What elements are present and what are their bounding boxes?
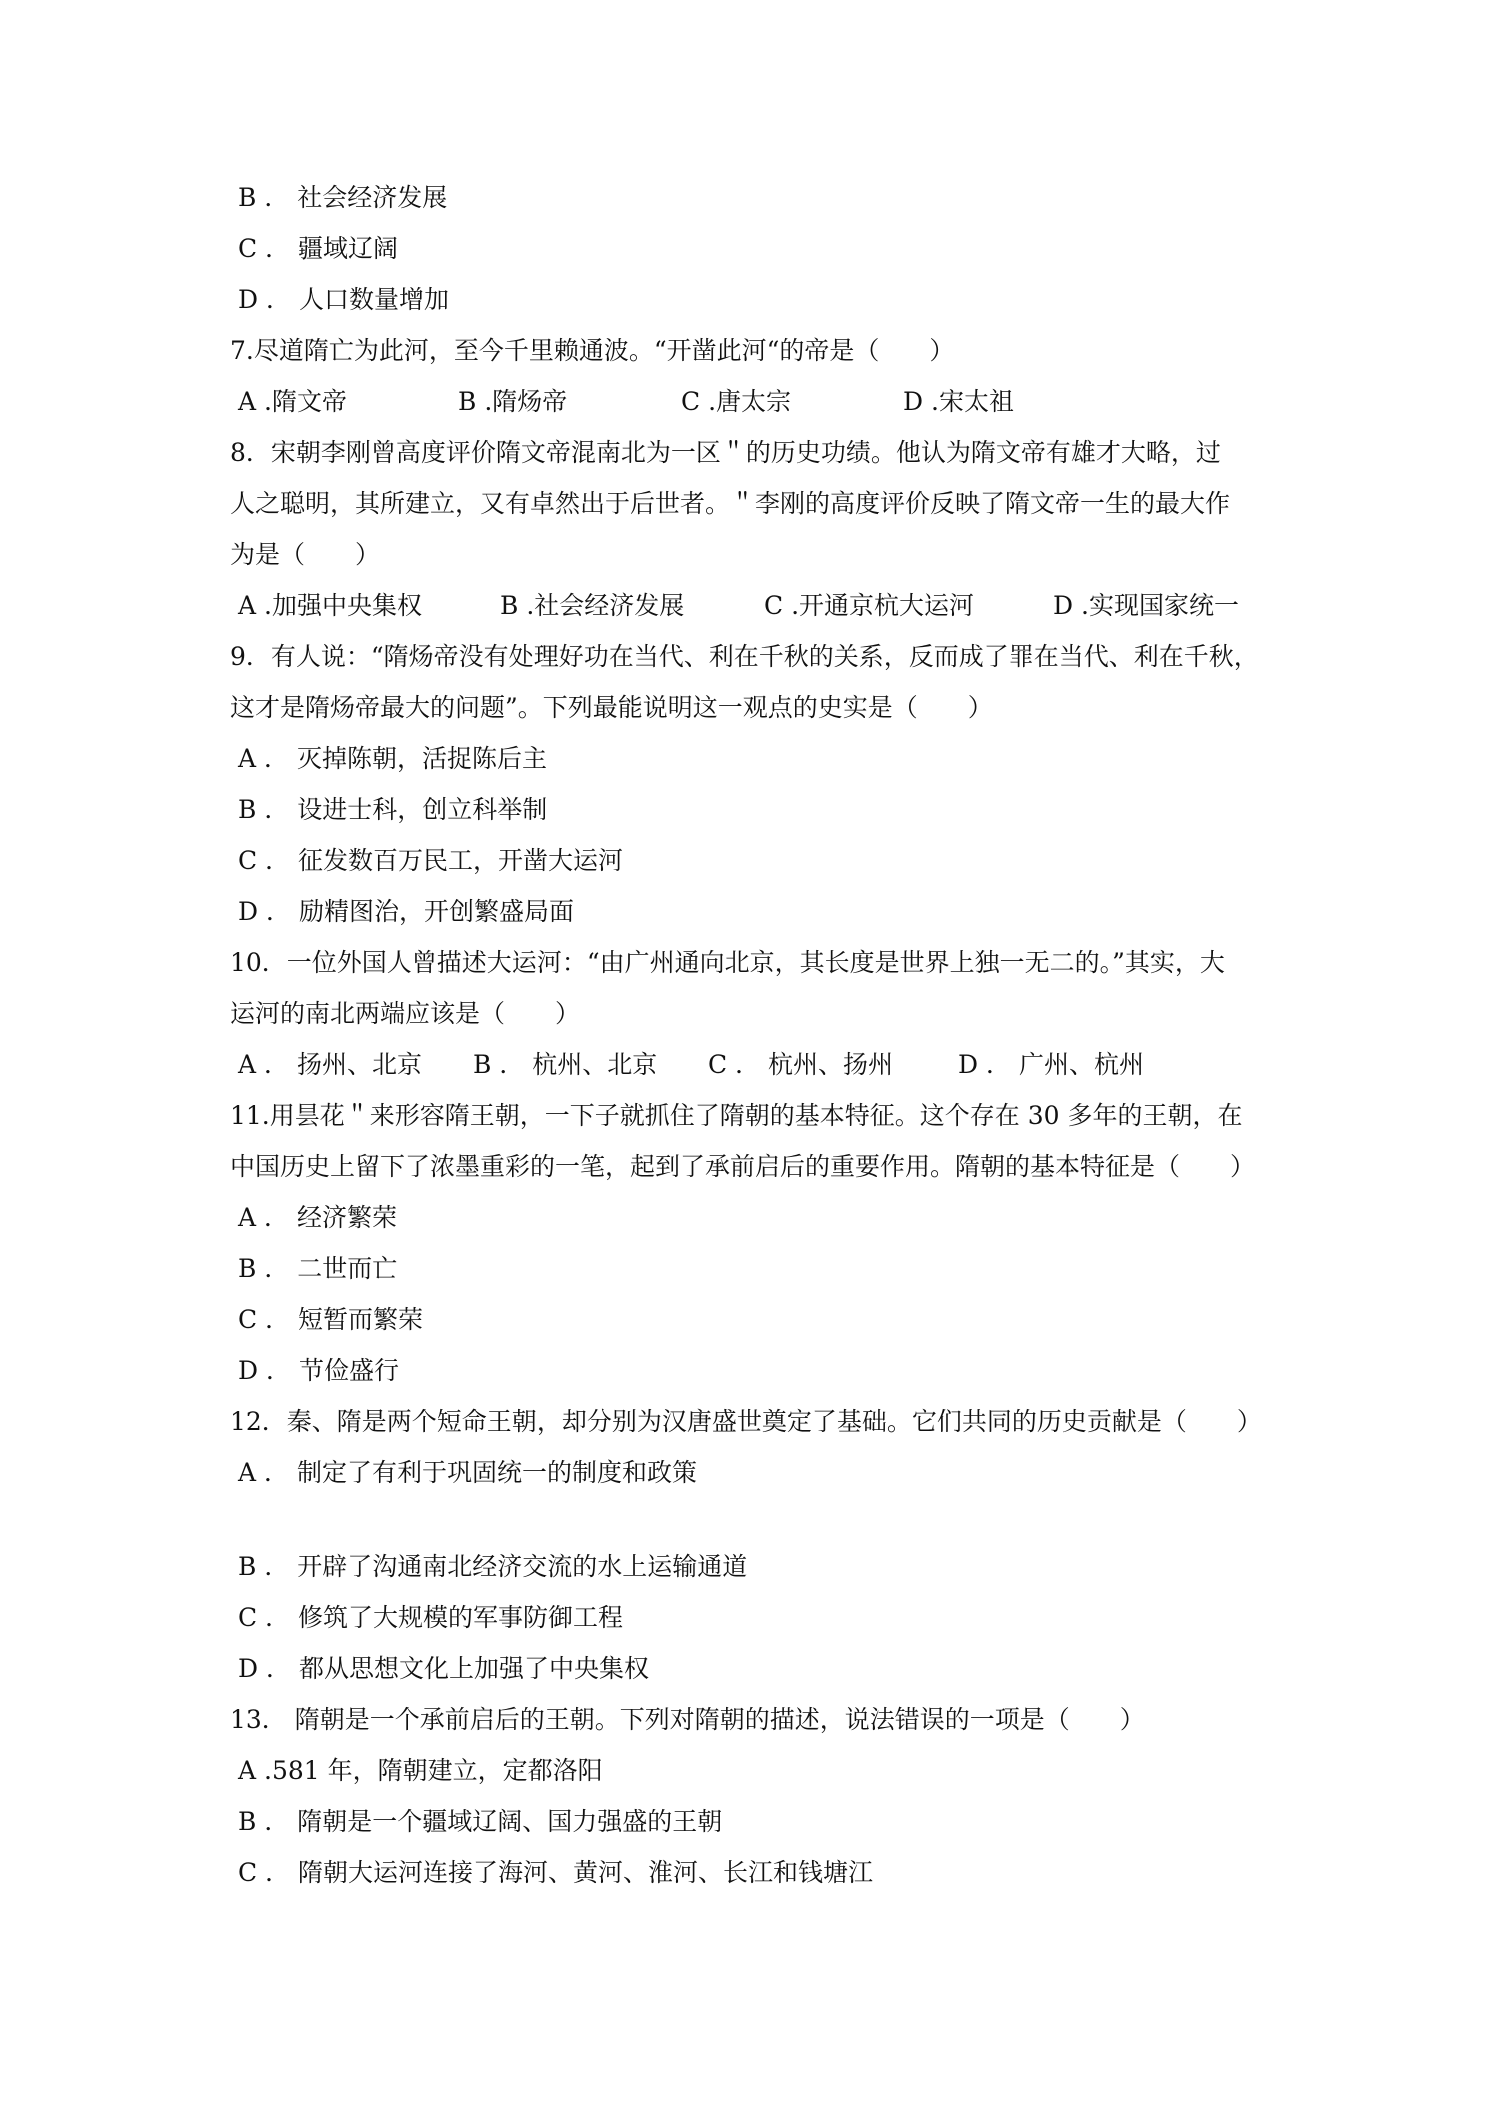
option-line: C ． 疆域辽阔: [238, 234, 399, 263]
option-line: A .581 年，隋朝建立，定都洛阳: [238, 1756, 603, 1785]
option-b: B .社会经济发展: [500, 591, 685, 620]
question-10-cont: 运河的南北两端应该是（ ）: [230, 999, 581, 1028]
option-a: A .隋文帝: [238, 387, 347, 416]
question-9: 9．有人说：“隋炀帝没有处理好功在当代、利在千秋的关系，反而成了罪在当代、利在千秋，: [230, 642, 1259, 671]
option-c: C ． 杭州、扬州: [708, 1050, 894, 1079]
option-c: C .开通京杭大运河: [764, 591, 975, 620]
option-line: C ． 隋朝大运河连接了海河、黄河、淮河、长江和钱塘江: [238, 1858, 874, 1887]
option-d: D ． 广州、杭州: [958, 1050, 1144, 1079]
option-a: A ． 扬州、北京: [238, 1050, 422, 1079]
option-d: D .实现国家统一: [1053, 591, 1239, 620]
question-11-cont: 中国历史上留下了浓墨重彩的一笔，起到了承前启后的重要作用。隋朝的基本特征是（ ）: [230, 1152, 1256, 1181]
option-line: B ． 二世而亡: [238, 1254, 398, 1283]
option-line: C ． 征发数百万民工，开凿大运河: [238, 846, 624, 875]
option-b: B ． 杭州、北京: [473, 1050, 658, 1079]
option-line: B ． 开辟了沟通南北经济交流的水上运输通道: [238, 1552, 748, 1581]
option-line: D ． 励精图治，开创繁盛局面: [238, 897, 574, 926]
option-line: D ． 人口数量增加: [238, 285, 449, 314]
option-line: A ． 制定了有利于巩固统一的制度和政策: [238, 1458, 697, 1487]
option-b: B .隋炀帝: [458, 387, 568, 416]
option-line: A ． 经济繁荣: [238, 1203, 397, 1232]
question-11: 11.用昙花＂来形容隋王朝，一下子就抓住了隋朝的基本特征。这个存在 30 多年的王朝，在: [230, 1101, 1243, 1130]
option-line: A ． 灭掉陈朝，活捉陈后主: [238, 744, 547, 773]
option-line: D ． 节俭盛行: [238, 1356, 399, 1385]
question-9-cont: 这才是隋炀帝最大的问题”。下列最能说明这一观点的史实是（ ）: [230, 693, 993, 722]
option-d: D .宋太祖: [903, 387, 1014, 416]
option-line: D ． 都从思想文化上加强了中央集权: [238, 1654, 649, 1683]
question-8: 8．宋朝李刚曾高度评价隋文帝混南北为一区＂的历史功绩。他认为隋文帝有雄才大略，过: [230, 438, 1221, 467]
question-10: 10．一位外国人曾描述大运河：“由广州通向北京，其长度是世界上独一无二的。”其实，大: [230, 948, 1225, 977]
option-line: B ． 社会经济发展: [238, 183, 448, 212]
question-12: 12．秦、隋是两个短命王朝，却分别为汉唐盛世奠定了基础。它们共同的历史贡献是（ ）: [230, 1407, 1262, 1436]
option-line: C ． 修筑了大规模的军事防御工程: [238, 1603, 624, 1632]
question-8-cont: 人之聪明，其所建立，又有卓然出于后世者。＂李刚的高度评价反映了隋文帝一生的最大作: [230, 489, 1231, 518]
question-8-cont: 为是（ ）: [230, 540, 381, 569]
question-7: 7.尽道隋亡为此河，至今千里赖通波。“开凿此河“的帝是（ ）: [230, 336, 955, 365]
option-c: C .唐太宗: [681, 387, 792, 416]
option-line: B ． 隋朝是一个疆域辽阔、国力强盛的王朝: [238, 1807, 723, 1836]
option-a: A .加强中央集权: [238, 591, 422, 620]
question-13: 13． 隋朝是一个承前启后的王朝。下列对隋朝的描述，说法错误的一项是（ ）: [230, 1705, 1145, 1734]
option-line: C ． 短暂而繁荣: [238, 1305, 424, 1334]
option-line: B ． 设进士科，创立科举制: [238, 795, 548, 824]
